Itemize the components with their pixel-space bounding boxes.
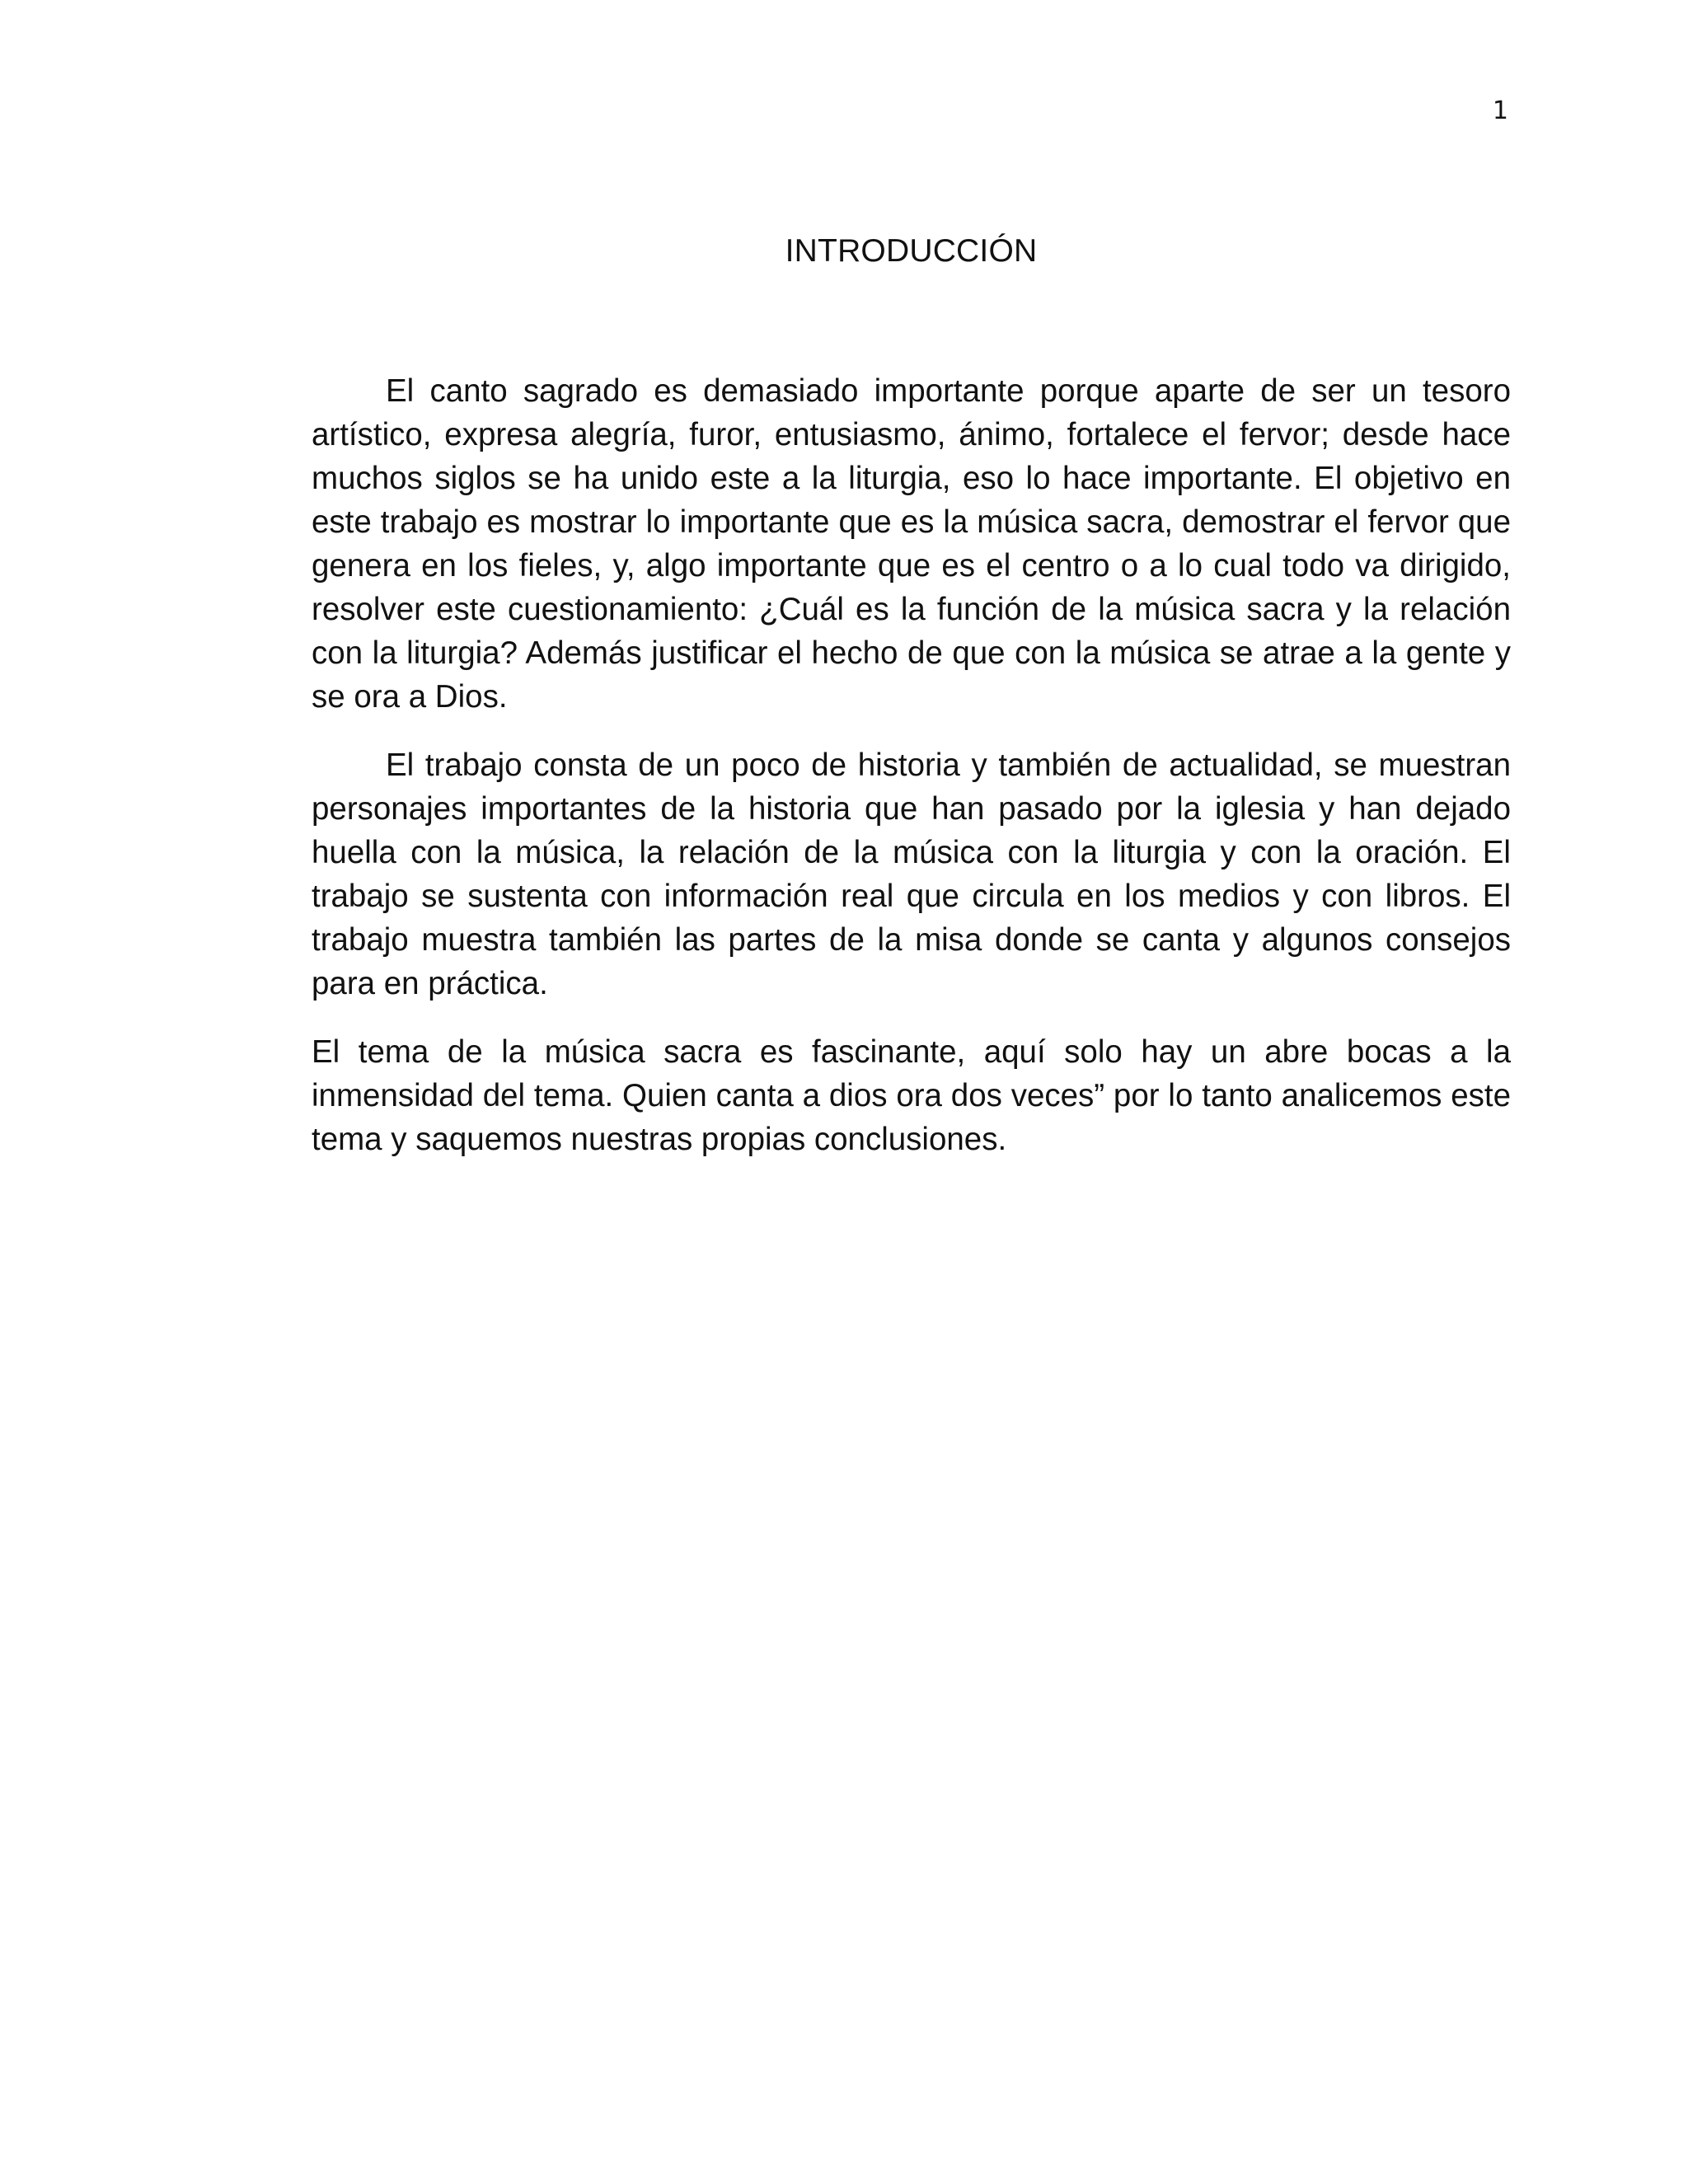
paragraph-2: El trabajo consta de un poco de historia y también de actualidad, se muestran personajes importantes de la historia que han pasado por la iglesia y han dejado huella con la música, la relación de la música con la liturgia y con la oración. El trabajo se sustenta con información real que circula en los medios y con libros. El trabajo muestra también las partes de la misa donde se canta y algunos consejos para en práctica.: [312, 748, 1511, 1001]
body-text: [312, 369, 1511, 1186]
paragraph-3: El tema de la música sacra es fascinante, aquí solo hay un abre bocas a la inmensidad del tema. Quien canta a dios ora dos veces” por lo tanto analicemos este tema y saquemos nuestras propias conclusiones.: [312, 1034, 1511, 1157]
paragraph-1: El canto sagrado es demasiado importante porque aparte de ser un tesoro artístico, expresa alegría, furor, entusiasmo, ánimo, fortalece el fervor; desde hace muchos siglos se ha unido este a la liturgia, eso lo hace importante. El objetivo en este trabajo es mostrar lo importante que es la música sacra, demostrar el fervor que genera en los fieles, y, algo importante que es el centro o a lo cual todo va dirigido, resolver este cuestionamiento: ¿Cuál es la función de la música sacra y la relación con la liturgia? Además justificar el hecho de que con la música se atrae a la gente y se ora a Dios.: [312, 373, 1511, 715]
page-title: INTRODUCCIÓN: [785, 233, 1038, 269]
page-number: 1: [1492, 96, 1508, 125]
